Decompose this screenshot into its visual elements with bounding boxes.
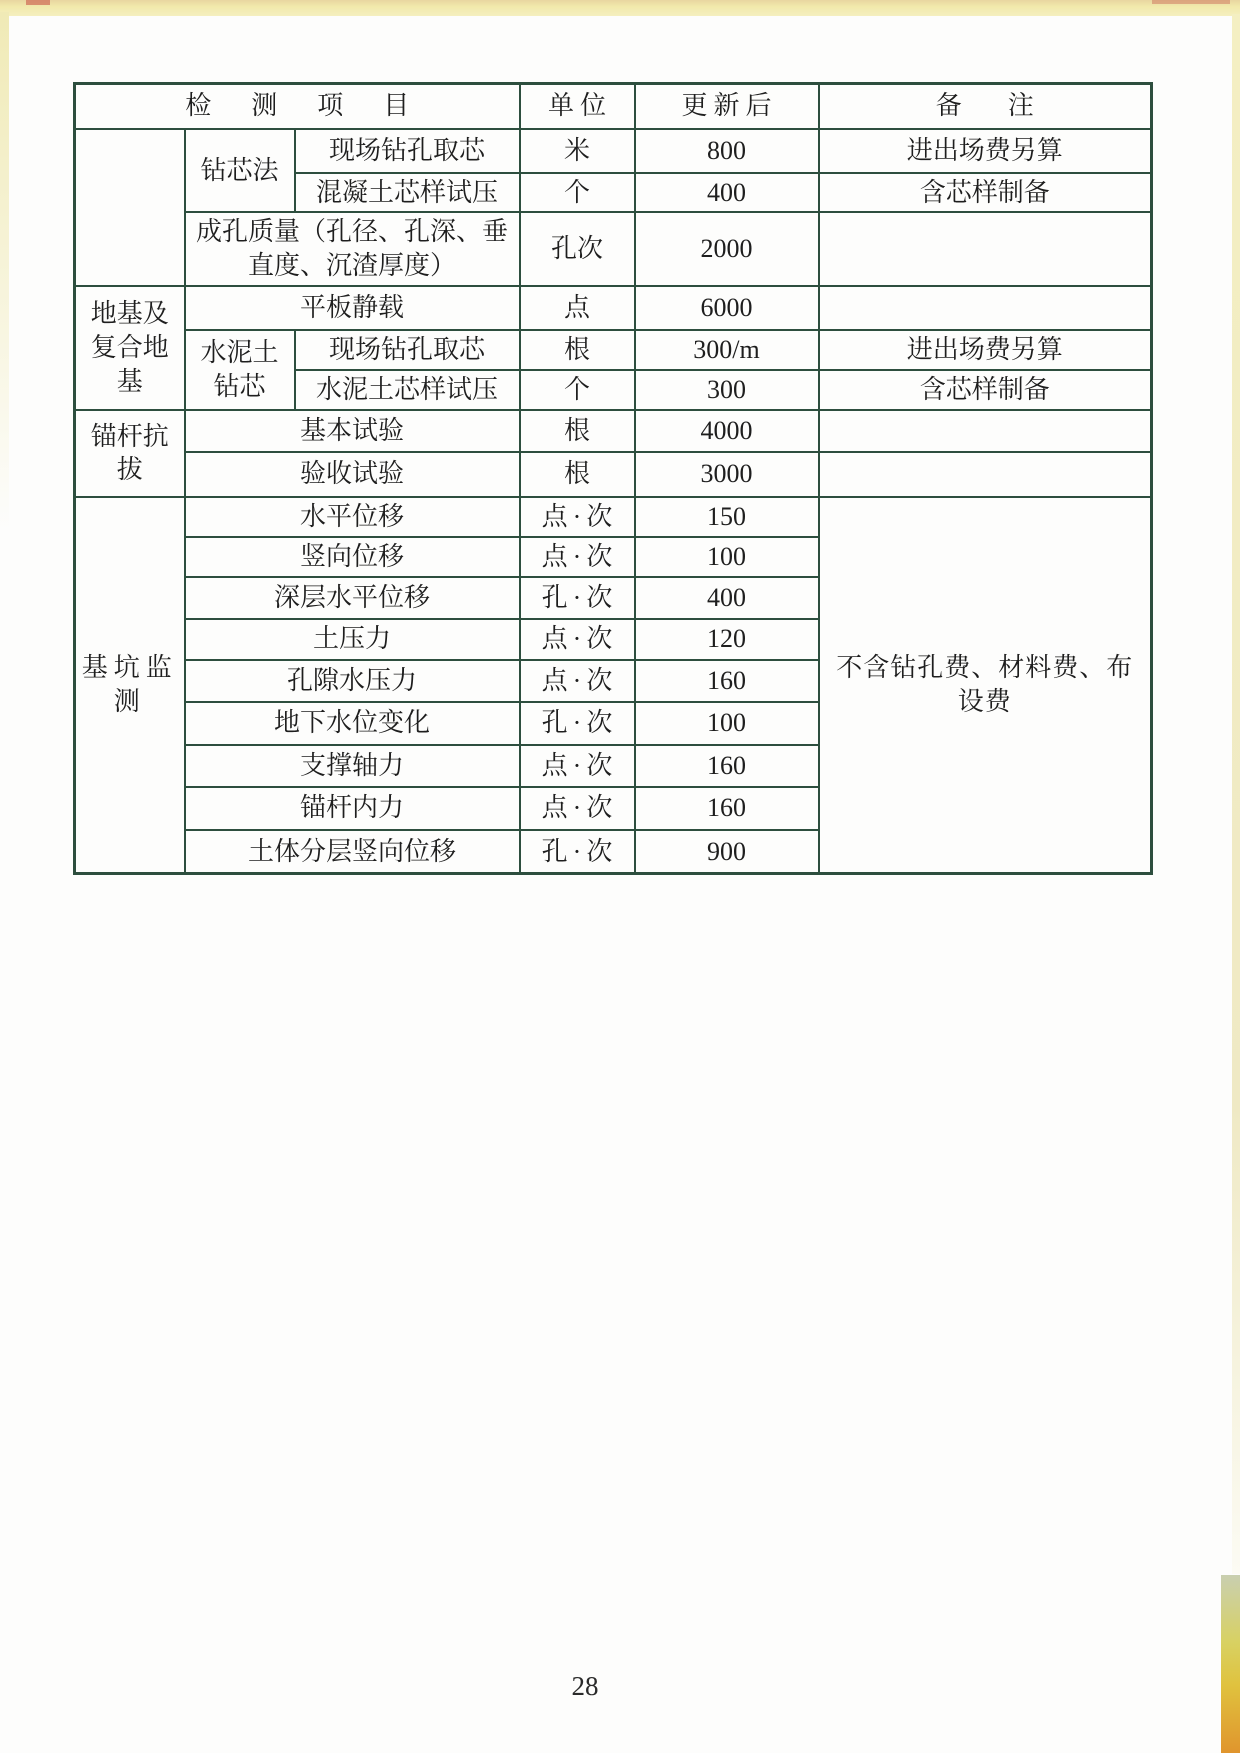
item-cell: 水平位移 — [185, 497, 520, 537]
table-row — [75, 497, 1152, 537]
item-cell: 支撑轴力 — [185, 745, 520, 787]
item-cell: 平板静载 — [185, 286, 520, 330]
unit-label: 点·次 — [541, 501, 618, 531]
updated-cell: 3000 — [635, 452, 819, 497]
updated-cell: 400 — [635, 173, 819, 213]
remark-merged-cell: 不含钻孔费、材料费、布设费 — [819, 497, 1152, 874]
scan-edge-right-bottom — [1221, 1575, 1240, 1753]
updated-cell: 300/m — [635, 330, 819, 370]
table-row — [75, 212, 1152, 286]
unit-label: 点·次 — [541, 624, 618, 654]
updated-cell: 100 — [635, 537, 819, 577]
table-row — [75, 129, 1152, 173]
header-item-label: 检测项目 — [185, 91, 450, 121]
unit-cell: 点 — [520, 286, 635, 330]
unit-cell: 个 — [520, 173, 635, 213]
group-anchor-pullout: 锚杆抗拔 — [75, 410, 185, 497]
group-pit-monitoring — [75, 497, 185, 874]
updated-cell: 6000 — [635, 286, 819, 330]
group-pit-monitoring-label: 基坑监测 — [81, 653, 178, 717]
remark-cell — [819, 212, 1152, 286]
scan-edge-right — [1232, 14, 1240, 1574]
updated-cell: 160 — [635, 660, 819, 702]
unit-label: 点·次 — [541, 541, 618, 571]
remark-cell — [819, 410, 1152, 452]
updated-cell: 4000 — [635, 410, 819, 452]
item-cell: 深层水平位移 — [185, 577, 520, 619]
table-row — [75, 330, 1152, 370]
updated-cell: 900 — [635, 830, 819, 874]
remark-cell — [819, 452, 1152, 497]
unit-cell — [520, 745, 635, 787]
header-unit-label: 单位 — [547, 91, 612, 121]
item-cell: 成孔质量（孔径、孔深、垂直度、沉渣厚度） — [185, 212, 520, 286]
header-updated-cell — [635, 84, 819, 129]
updated-cell: 160 — [635, 787, 819, 830]
header-item-cell — [75, 84, 520, 129]
item-cell: 土体分层竖向位移 — [185, 830, 520, 874]
unit-cell — [520, 660, 635, 702]
unit-label: 点·次 — [541, 665, 618, 695]
remark-cell: 含芯样制备 — [819, 370, 1152, 410]
updated-cell: 100 — [635, 702, 819, 745]
unit-cell — [520, 537, 635, 577]
unit-cell: 个 — [520, 370, 635, 410]
unit-label: 点·次 — [541, 793, 618, 823]
updated-cell: 120 — [635, 619, 819, 660]
table-row — [75, 410, 1152, 452]
unit-cell: 米 — [520, 129, 635, 173]
item-cell: 锚杆内力 — [185, 787, 520, 830]
page-number: 28 — [571, 1671, 599, 1701]
scan-edge-top — [0, 0, 1240, 16]
red-registration-mark-right — [1152, 0, 1230, 4]
unit-label: 点·次 — [541, 750, 618, 780]
item-cell: 现场钻孔取芯 — [295, 129, 520, 173]
red-registration-mark-left — [26, 0, 50, 5]
scan-edge-left — [0, 12, 9, 532]
unit-cell: 根 — [520, 330, 635, 370]
subgroup-cement-soil-core: 水泥土钻芯 — [185, 330, 295, 410]
unit-label: 孔·次 — [541, 836, 618, 866]
unit-cell — [520, 702, 635, 745]
item-cell: 基本试验 — [185, 410, 520, 452]
item-cell: 土压力 — [185, 619, 520, 660]
updated-cell: 400 — [635, 577, 819, 619]
unit-cell — [520, 830, 635, 874]
table-row — [75, 452, 1152, 497]
unit-cell — [520, 497, 635, 537]
remark-cell: 进出场费另算 — [819, 129, 1152, 173]
updated-cell: 800 — [635, 129, 819, 173]
updated-cell: 300 — [635, 370, 819, 410]
item-cell: 水泥土芯样试压 — [295, 370, 520, 410]
item-cell: 竖向位移 — [185, 537, 520, 577]
inspection-price-table — [73, 82, 1153, 875]
header-unit-cell — [520, 84, 635, 129]
unit-cell — [520, 577, 635, 619]
unit-cell — [520, 787, 635, 830]
table-row — [75, 286, 1152, 330]
remark-cell: 进出场费另算 — [819, 330, 1152, 370]
item-cell: 混凝土芯样试压 — [295, 173, 520, 213]
table-header-row — [75, 84, 1152, 129]
remark-cell: 含芯样制备 — [819, 173, 1152, 213]
unit-label: 孔·次 — [541, 582, 618, 612]
header-updated-label: 更新后 — [681, 91, 778, 121]
remark-cell — [819, 286, 1152, 330]
subgroup-drill-core: 钻芯法 — [185, 129, 295, 213]
group-foundation: 地基及复合地基 — [75, 286, 185, 410]
item-cell: 现场钻孔取芯 — [295, 330, 520, 370]
header-remark-label: 备注 — [935, 91, 1080, 121]
header-remark-cell — [819, 84, 1152, 129]
item-cell: 地下水位变化 — [185, 702, 520, 745]
unit-cell: 根 — [520, 452, 635, 497]
item-cell: 孔隙水压力 — [185, 660, 520, 702]
unit-cell: 孔次 — [520, 212, 635, 286]
unit-cell: 根 — [520, 410, 635, 452]
unit-cell — [520, 619, 635, 660]
updated-cell: 150 — [635, 497, 819, 537]
updated-cell: 2000 — [635, 212, 819, 286]
item-cell: 验收试验 — [185, 452, 520, 497]
group-cell-empty — [75, 129, 185, 286]
updated-cell: 160 — [635, 745, 819, 787]
unit-label: 孔·次 — [541, 708, 618, 738]
